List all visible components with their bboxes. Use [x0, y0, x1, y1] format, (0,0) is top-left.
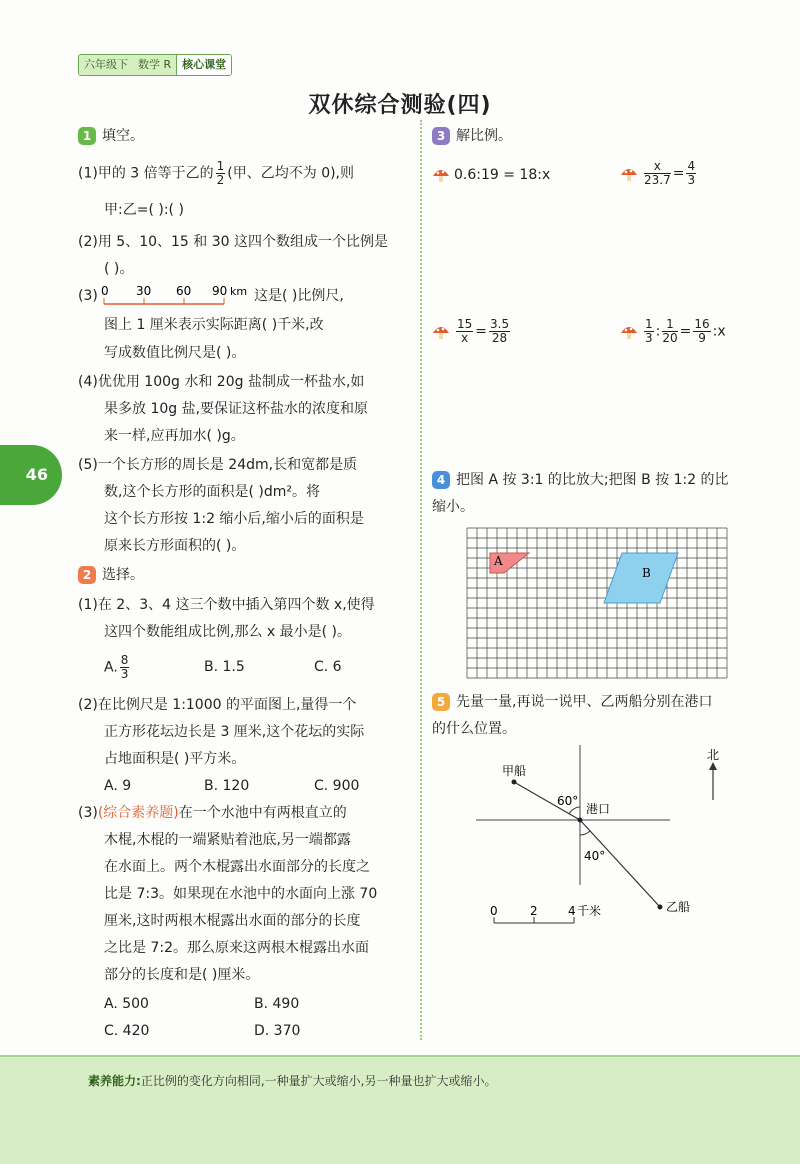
colon-sign: :: [655, 323, 661, 340]
page-number-tab: 46: [0, 445, 62, 505]
q5-number-badge: 5: [432, 693, 450, 711]
equals-sign: =: [475, 323, 488, 340]
q2-p3-line4: 比是 7:3。如果现在水池中的水面向上涨 70: [104, 886, 378, 902]
frac-den: 3: [645, 331, 653, 345]
frac-num: 1: [662, 318, 677, 332]
q5-text-1: 先量一量,再说一说甲、乙两船分别在港口: [456, 694, 713, 710]
frac-num: 16: [694, 317, 710, 331]
frac-num: 8: [120, 653, 129, 667]
shape-b-label: B: [642, 566, 651, 580]
mushroom-icon: [432, 324, 450, 340]
q1-p1-text-b: (甲、乙均不为 0),则: [227, 165, 355, 182]
q4-line1: [432, 467, 729, 494]
q1-p5-line2: 数,这个长方形的面积是( )dm²。将: [104, 484, 320, 500]
q3-number-badge: 3: [432, 127, 450, 145]
angle-arc-40: [580, 831, 590, 835]
q2-p1-line2: 这四个数能组成比例,那么 x 最小是( )。: [104, 624, 352, 640]
map-scale-unit: 千米: [577, 904, 602, 918]
page-title: 双休综合测验(四): [308, 93, 492, 118]
q2-number-badge: 2: [78, 566, 96, 584]
q1-p2-line1: (2)用 5、10、15 和 30 这四个数组成一个比例是: [78, 234, 388, 250]
q2-p2-line2: 正方形花坛边长是 3 厘米,这个花坛的实际: [104, 724, 365, 740]
frac-den: x: [461, 331, 469, 345]
q3-equation-3: [432, 318, 512, 346]
q2-p3-prefix: (3): [78, 805, 98, 821]
q2-p3-option-a[interactable]: A. 500: [104, 996, 149, 1012]
q4-line2: 缩小。: [432, 499, 474, 515]
q1-heading: [78, 123, 144, 150]
footer-note: [88, 1072, 496, 1089]
q1-p4-line3: 来一样,应再加水( )g。: [104, 428, 245, 444]
frac-den: 28: [491, 331, 508, 345]
frac-num: 1: [645, 317, 653, 331]
frac-a: [644, 318, 654, 345]
ship-map-diagram: [470, 745, 730, 940]
q2-p3-line1: [78, 800, 347, 827]
map-scale-label-0: 0: [490, 904, 498, 918]
equals-sign: =: [672, 165, 685, 182]
q1-p5-line1: (5)一个长方形的周长是 24dm,长和宽都是质: [78, 457, 358, 473]
q4-number-badge: 4: [432, 471, 450, 489]
frac-num: 15: [457, 317, 473, 331]
ship-yi-label: 乙船: [666, 900, 691, 914]
q1-p4-line1: (4)优优用 100g 水和 20g 盐制成一杯盐水,如: [78, 374, 365, 390]
q1-p5-line4: 原来长方形面积的( )。: [104, 538, 246, 554]
q2-p3-line6: 之比是 7:2。那么原来这两根木棍露出水面: [104, 940, 369, 956]
q2-heading-text: 选择。: [102, 567, 144, 583]
angle-arc-60: [569, 807, 580, 814]
frac-num: 1: [216, 159, 225, 173]
q1-p3-line1: 这是( )比例尺,: [254, 288, 344, 304]
q2-p3-option-c[interactable]: C. 420: [104, 1023, 150, 1039]
scale-label-60: 60: [176, 284, 192, 298]
port-label: 港口: [586, 802, 611, 816]
q2-p2-line3: 占地面积是( )平方米。: [104, 751, 246, 767]
frac-den: 9: [698, 331, 706, 345]
frac-den: 20: [662, 331, 678, 345]
q1-p2-answer[interactable]: ( )。: [104, 261, 134, 277]
q1-p3-prefix: (3): [78, 288, 98, 304]
frac-den: 3: [120, 667, 129, 681]
comprehensive-tag: (综合素养题): [97, 805, 179, 821]
q1-p1-answer[interactable]: 甲:乙=( ):( ): [104, 202, 184, 218]
q3-heading-text: 解比例。: [456, 128, 512, 144]
ship-jia-dot: [512, 780, 517, 785]
q2-p3-line2: 木棍,木棍的一端紧贴着池底,另一端都露: [104, 832, 351, 848]
mushroom-icon: [620, 324, 638, 340]
fraction-half: [216, 160, 226, 187]
frac-right: [489, 318, 510, 345]
mushroom-icon: [432, 167, 450, 183]
scale-label-30: 30: [136, 284, 152, 298]
q5-line2: 的什么位置。: [432, 721, 516, 737]
frac-den: 23.7: [644, 173, 671, 187]
q1-p3-line3: 写成数值比例尺是( )。: [104, 345, 246, 361]
q3-equation-4: [620, 318, 726, 346]
frac-right: [686, 160, 696, 187]
q2-p3-option-d[interactable]: D. 370: [254, 1023, 301, 1039]
q4-text-1: 把图 A 按 3:1 的比放大;把图 B 按 1:2 的比: [456, 472, 729, 488]
scale-label-90: 90: [212, 284, 228, 298]
q5-line1: [432, 689, 712, 716]
equation-end: :x: [712, 323, 726, 340]
q2-p2-option-b[interactable]: B. 120: [204, 778, 250, 794]
grid-figure: [466, 527, 732, 679]
frac-left: [456, 318, 473, 345]
q3-equation-1: [432, 162, 550, 189]
north-arrow-head: [709, 762, 717, 770]
q2-p1-option-c[interactable]: C. 6: [314, 659, 342, 675]
q2-p3-line5: 厘米,这时两根木棍露出水面的部分的长度: [104, 913, 361, 929]
shape-a-label: A: [494, 554, 503, 568]
map-scale-label-2: 2: [530, 904, 538, 918]
footer-text: 正比例的变化方向相同,一种量扩大或缩小,另一种量也扩大或缩小。: [140, 1074, 497, 1088]
q1-p3-line2: 图上 1 厘米表示实际距离( )千米,改: [104, 317, 324, 333]
q2-p3-text: 在一个水池中有两根直立的: [178, 805, 347, 821]
q1-heading-text: 填空。: [102, 128, 144, 144]
scale-bar-diagram: [100, 284, 260, 310]
frac-b: [662, 318, 677, 345]
q2-p1-option-a[interactable]: [104, 654, 131, 682]
map-scale-label-4: 4: [568, 904, 576, 918]
q1-p1-line1: [78, 160, 354, 188]
angle-40-label: 40°: [584, 849, 606, 863]
line-to-yi: [580, 820, 660, 907]
frac-num: x: [644, 160, 671, 174]
mushroom-icon: [620, 166, 638, 182]
frac-den: 3: [687, 173, 696, 187]
q2-p2-option-c[interactable]: C. 900: [314, 778, 360, 794]
frac-num: 3.5: [490, 317, 510, 331]
series-label: 核心课堂: [176, 55, 231, 75]
q1-p5-line3: 这个长方形按 1:2 缩小后,缩小后的面积是: [104, 511, 364, 527]
footer-label: 素养能力:: [88, 1074, 141, 1088]
angle-60-label: 60°: [557, 794, 579, 808]
q1-p1-text-a: (1)甲的 3 倍等于乙的: [78, 165, 214, 182]
book-tag: [78, 54, 232, 76]
port-dot: [578, 818, 583, 823]
q1-number-badge: 1: [78, 127, 96, 145]
column-divider: [420, 120, 422, 1040]
q2-p3-line3: 在水面上。两个木棍露出水面部分的长度之: [104, 859, 370, 875]
option-a-fraction: [120, 654, 130, 681]
q2-p3-line7: 部分的长度和是( )厘米。: [104, 967, 260, 983]
q2-heading: [78, 562, 144, 589]
scale-label-0: 0: [101, 284, 109, 298]
subject-label: 数学 R: [133, 55, 176, 75]
q2-p1-line1: (1)在 2、3、4 这三个数中插入第四个数 x,使得: [78, 597, 375, 613]
q1-p4-line2: 果多放 10g 盐,要保证这杯盐水的浓度和原: [104, 401, 369, 417]
q3-equation-2: [620, 160, 698, 188]
q3-heading: [432, 123, 512, 150]
frac-den: 2: [216, 173, 225, 187]
north-label: 北: [707, 748, 720, 762]
q2-p3-option-b[interactable]: B. 490: [254, 996, 300, 1012]
q2-p1-option-b[interactable]: B. 1.5: [204, 659, 245, 675]
scale-unit: km: [230, 285, 248, 298]
equation-text: 0.6:19 = 18:x: [454, 167, 551, 183]
grade-label: 六年级下: [79, 55, 133, 75]
frac-num: 4: [687, 159, 696, 173]
equals-sign: =: [679, 323, 692, 340]
option-a-label: A.: [104, 659, 118, 676]
ship-yi-dot: [658, 905, 663, 910]
q2-p2-line1: (2)在比例尺是 1:1000 的平面图上,量得一个: [78, 697, 357, 713]
frac-c: [693, 318, 710, 345]
q2-p2-option-a[interactable]: A. 9: [104, 778, 132, 794]
frac-left: [644, 160, 671, 187]
ship-jia-label: 甲船: [502, 764, 527, 778]
